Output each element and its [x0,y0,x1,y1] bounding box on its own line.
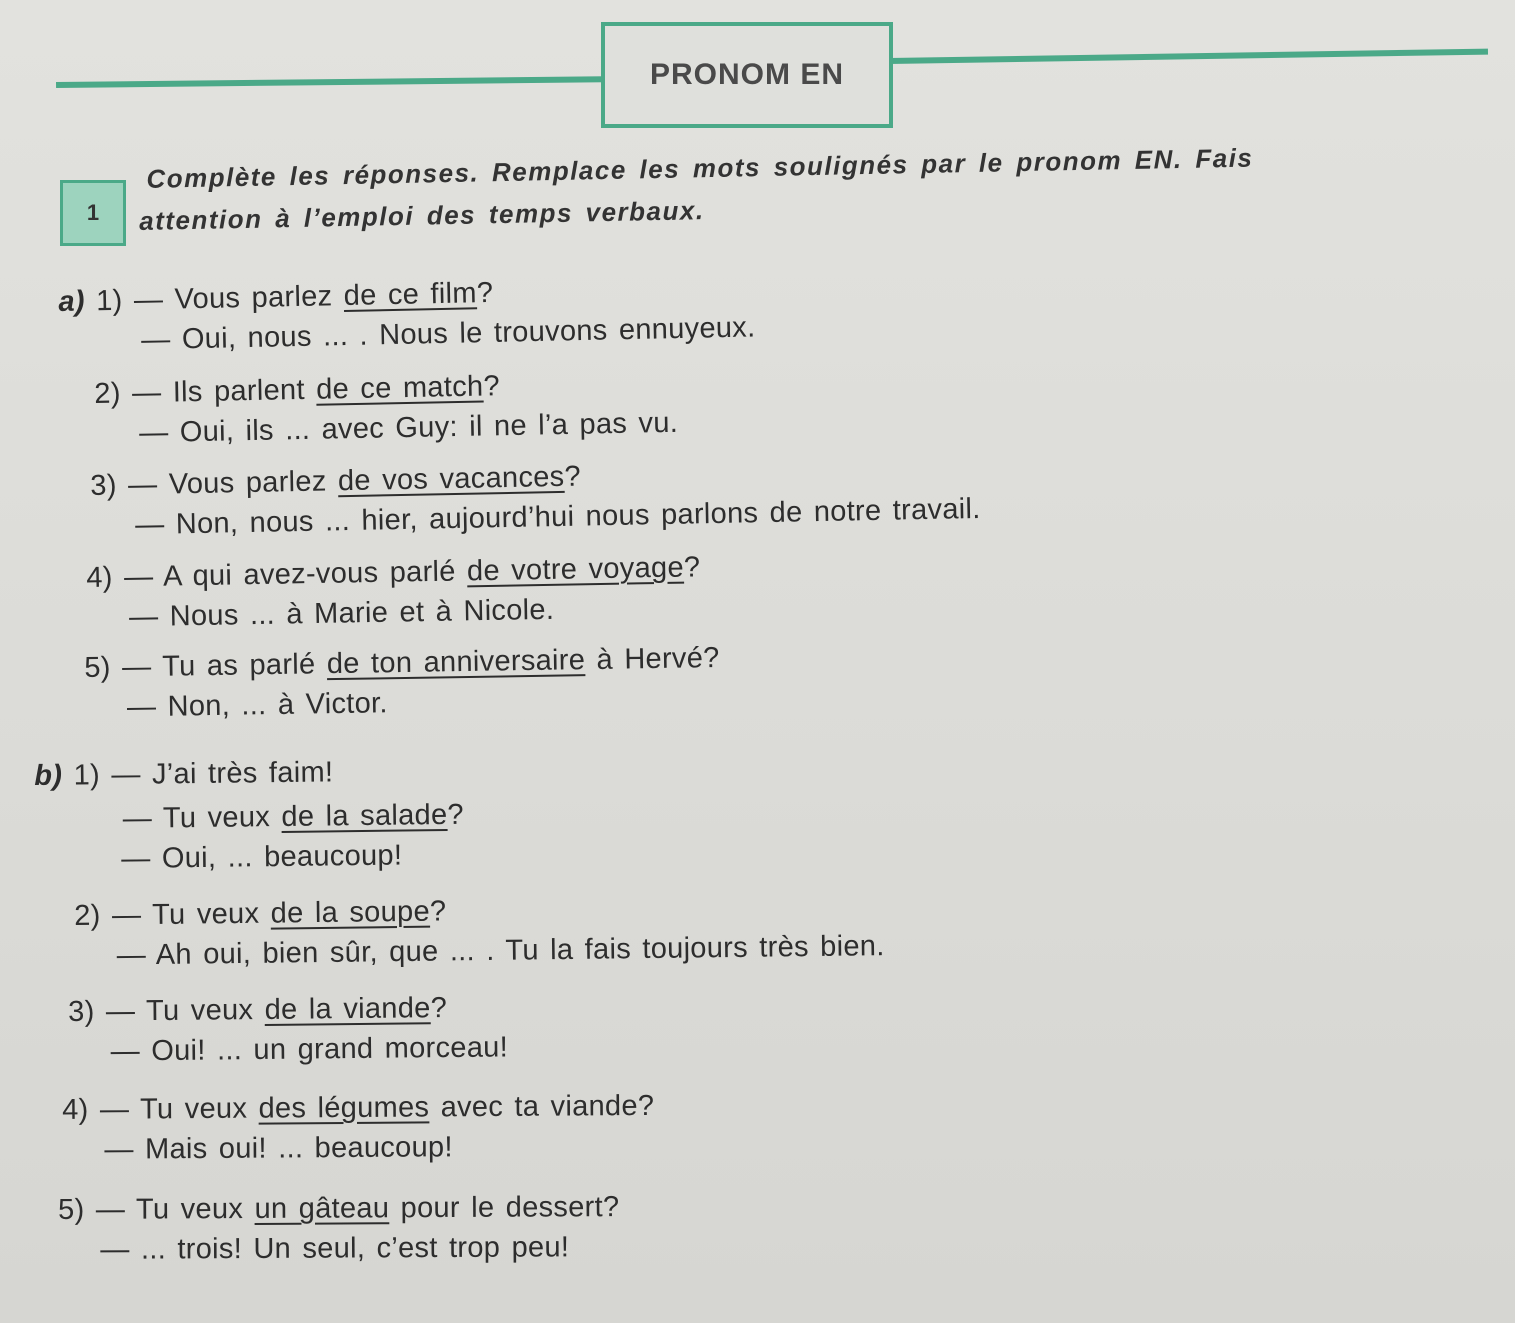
question-text: — Vous parlez [127,465,339,502]
underlined-phrase: de votre voyage [466,551,685,588]
question-text: — Tu veux [95,1192,255,1226]
item-number: 4) [86,561,114,594]
answer-line: — Oui, ... beaucoup! [121,839,403,875]
answer-line: — Non, nous ... hier, aujourd’hui nous parlons de notre travail. [134,492,981,542]
underlined-phrase: des légumes [258,1091,430,1125]
exercise-item-b1 [34,751,465,880]
question-end: ? [430,992,448,1025]
question-line [62,1086,654,1130]
header-rule-left [56,76,604,108]
section-label-b: b) [34,759,63,792]
item-number: 1) [95,284,123,318]
question-end: pour le dessert? [389,1191,620,1225]
item-number: 3) [90,469,118,502]
exercise-item-b5 [58,1187,620,1270]
item-number: 5) [84,651,111,684]
question-end: ? [429,895,447,928]
answer-line: — Non, ... à Victor. [126,687,389,724]
question-text: — Tu veux [105,993,265,1028]
section-label-a: a) [58,285,86,318]
question-line [68,987,508,1032]
answer-line: — Oui, ils ... avec Guy: il ne l’a pas vu. [138,406,679,450]
item-number: 5) [58,1193,85,1226]
item-number: 1) [73,759,101,792]
question-end: ? [564,460,582,493]
instruction-line-2: attention à l’emploi des temps verbaux. [138,195,705,236]
exercise-instruction [138,132,1499,242]
instruction-line-1: Complète les réponses. Remplace les mots soulignés par le pronom EN. Fais [146,142,1254,194]
answer-line: — Mais oui! ... beaucoup! [104,1131,453,1166]
answer-line: — ... trois! Un seul, c’est trop peu! [100,1231,570,1266]
question-end: ? [447,798,465,831]
exercise-item-a3 [90,449,981,546]
question-line [35,795,465,840]
question-line [34,751,464,796]
question-end: à Hervé? [584,642,720,677]
answer-line: — Oui, nous ... . Nous le trouvons ennuyeux. [140,311,756,357]
underlined-phrase: de vos vacances [337,460,565,498]
question-text: — Tu as parlé [121,648,328,684]
exercise-item-a5 [84,638,721,728]
question-text: — Tu veux [99,1092,259,1126]
exercise-item-a2 [94,363,678,454]
underlined-phrase: de ton anniversaire [326,644,586,681]
question-text: — Ils parlent [131,373,317,410]
item-number: 3) [68,995,95,1028]
exercise-item-a4 [86,547,701,638]
question-text: — Vous parlez [133,280,345,317]
exercise-item-b2 [74,886,885,976]
question-end: ? [683,551,701,584]
exercise-number-badge: 1 [60,180,126,246]
section-title: PRONOM EN [649,58,844,91]
exercise-item-b3 [68,987,508,1072]
statement-text: — J’ai très faim! [111,756,334,792]
header-rule-right [888,49,1488,84]
answer-line: — Nous ... à Marie et à Nicole. [128,593,555,634]
question-end: ? [483,370,501,403]
underlined-phrase: de la salade [281,798,448,833]
question-end: ? [476,276,494,310]
item-number: 2) [74,899,101,932]
question-text: — Tu veux [122,800,282,835]
exercise-item-a1 [58,267,756,362]
item-number: 4) [62,1093,89,1126]
item-number: 2) [94,377,122,410]
underlined-phrase: de ce match [315,370,484,406]
answer-line: — Oui! ... un grand morceau! [110,1031,509,1068]
question-line [58,1187,619,1230]
underlined-phrase: un gâteau [254,1192,390,1225]
question-end: avec ta viande? [429,1089,655,1124]
question-text: — Tu veux [111,897,271,932]
section-title-box [601,22,893,128]
exercise-item-b4 [62,1086,655,1170]
underlined-phrase: de la soupe [270,895,431,930]
underlined-phrase: de ce film [343,277,478,313]
underlined-phrase: de la viande [264,992,431,1026]
question-text: — A qui avez-vous parlé [123,555,468,594]
answer-line: — Ah oui, bien sûr, que ... . Tu la fais toujours très bien. [116,930,885,972]
